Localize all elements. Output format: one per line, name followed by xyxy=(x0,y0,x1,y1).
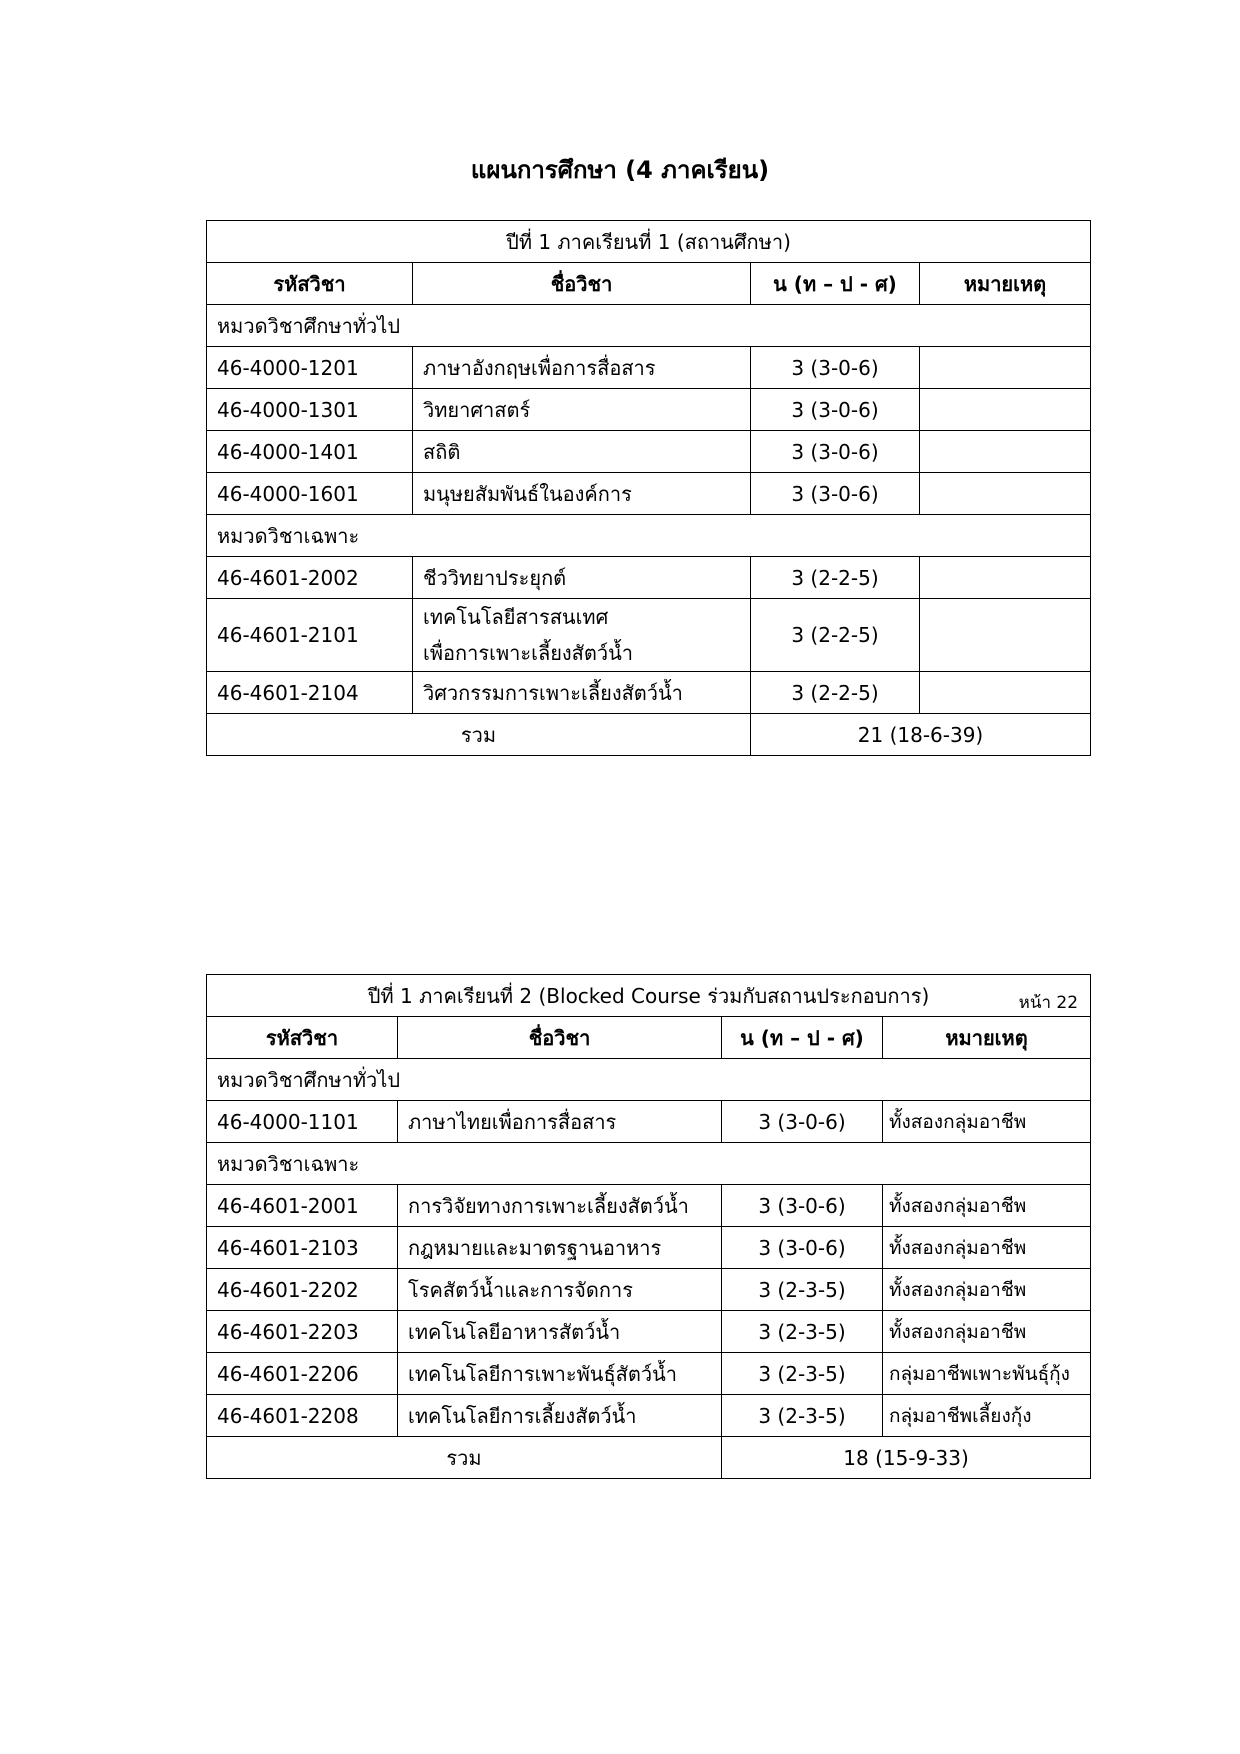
group-row xyxy=(207,1143,1091,1185)
header-row xyxy=(207,1017,1091,1059)
header-code: รหัสวิชา xyxy=(207,263,413,305)
course-remark: กลุ่มอาชีพเลี้ยงกุ้ง xyxy=(883,1395,1091,1437)
course-remark xyxy=(920,389,1091,431)
course-name xyxy=(413,599,751,672)
course-credits: 3 (2-2-5) xyxy=(751,557,920,599)
course-code: 46-4601-2206 xyxy=(207,1353,398,1395)
course-name: ภาษาอังกฤษเพื่อการสื่อสาร xyxy=(413,347,751,389)
course-remark xyxy=(920,473,1091,515)
course-credits: 3 (2-2-5) xyxy=(751,599,920,672)
table-row xyxy=(207,1227,1091,1269)
header-remark: หมายเหตุ xyxy=(883,1017,1091,1059)
table-row xyxy=(207,1101,1091,1143)
course-name: วิศวกรรมการเพาะเลี้ยงสัตว์น้ำ xyxy=(413,672,751,714)
table-row xyxy=(207,1395,1091,1437)
course-remark: กลุ่มอาชีพเพาะพันธุ์กุ้ง xyxy=(883,1353,1091,1395)
table-row xyxy=(207,347,1091,389)
group-row xyxy=(207,1059,1091,1101)
course-name-line-2: เพื่อการเพาะเลี้ยงสัตว์น้ำ xyxy=(423,641,634,665)
term-title-row xyxy=(207,975,1091,1017)
course-credits: 3 (3-0-6) xyxy=(722,1185,883,1227)
header-remark: หมายเหตุ xyxy=(920,263,1091,305)
course-credits: 3 (2-3-5) xyxy=(722,1269,883,1311)
term-title-text: ปีที่ 1 ภาคเรียนที่ 2 (Blocked Course ร่วมกับสถานประกอบการ) xyxy=(367,983,930,1008)
table-row xyxy=(207,672,1091,714)
study-plan-table-term-1 xyxy=(206,220,1091,756)
table-row xyxy=(207,389,1091,431)
term-title xyxy=(207,975,1091,1017)
header-row xyxy=(207,263,1091,305)
course-remark: ทั้งสองกลุ่มอาชีพ xyxy=(883,1311,1091,1353)
course-remark: ทั้งสองกลุ่มอาชีพ xyxy=(883,1227,1091,1269)
header-code: รหัสวิชา xyxy=(207,1017,398,1059)
course-code: 46-4000-1101 xyxy=(207,1101,398,1143)
course-credits: 3 (2-2-5) xyxy=(751,672,920,714)
course-name: เทคโนโลยีการเลี้ยงสัตว์น้ำ xyxy=(398,1395,722,1437)
total-value: 18 (15-9-33) xyxy=(722,1437,1091,1479)
course-name: เทคโนโลยีการเพาะพันธุ์สัตว์น้ำ xyxy=(398,1353,722,1395)
total-row xyxy=(207,1437,1091,1479)
group-label: หมวดวิชาศึกษาทั่วไป xyxy=(207,305,1091,347)
course-code: 46-4601-2001 xyxy=(207,1185,398,1227)
course-credits: 3 (3-0-6) xyxy=(751,389,920,431)
table-row xyxy=(207,1353,1091,1395)
course-remark xyxy=(920,347,1091,389)
study-plan-table-term-2 xyxy=(206,974,1091,1479)
header-name: ชื่อวิชา xyxy=(398,1017,722,1059)
table-row xyxy=(207,599,1091,672)
course-name: กฎหมายและมาตรฐานอาหาร xyxy=(398,1227,722,1269)
course-code: 46-4601-2002 xyxy=(207,557,413,599)
course-remark xyxy=(920,557,1091,599)
course-remark: ทั้งสองกลุ่มอาชีพ xyxy=(883,1101,1091,1143)
course-code: 46-4000-1401 xyxy=(207,431,413,473)
course-remark xyxy=(920,431,1091,473)
course-name: วิทยาศาสตร์ xyxy=(413,389,751,431)
total-label: รวม xyxy=(207,1437,722,1479)
header-credits: น (ท – ป - ศ) xyxy=(751,263,920,305)
total-value: 21 (18-6-39) xyxy=(751,714,1091,756)
course-code: 46-4000-1601 xyxy=(207,473,413,515)
course-remark xyxy=(920,599,1091,672)
course-remark: ทั้งสองกลุ่มอาชีพ xyxy=(883,1269,1091,1311)
group-row xyxy=(207,305,1091,347)
group-row xyxy=(207,515,1091,557)
course-credits: 3 (3-0-6) xyxy=(751,473,920,515)
course-code: 46-4601-2101 xyxy=(207,599,413,672)
term-title: ปีที่ 1 ภาคเรียนที่ 1 (สถานศึกษา) xyxy=(207,221,1091,263)
course-name: ชีววิทยาประยุกต์ xyxy=(413,557,751,599)
course-code: 46-4601-2208 xyxy=(207,1395,398,1437)
course-credits: 3 (2-3-5) xyxy=(722,1311,883,1353)
course-name: เทคโนโลยีอาหารสัตว์น้ำ xyxy=(398,1311,722,1353)
course-credits: 3 (2-3-5) xyxy=(722,1395,883,1437)
table-row xyxy=(207,1185,1091,1227)
course-code: 46-4000-1201 xyxy=(207,347,413,389)
page-number: หน้า 22 xyxy=(1018,993,1079,1013)
header-credits: น (ท – ป - ศ) xyxy=(722,1017,883,1059)
table-row xyxy=(207,473,1091,515)
table-row xyxy=(207,431,1091,473)
course-name-line-1: เทคโนโลยีสารสนเทศ xyxy=(423,605,609,629)
term-title-row xyxy=(207,221,1091,263)
course-code: 46-4601-2103 xyxy=(207,1227,398,1269)
total-row xyxy=(207,714,1091,756)
course-code: 46-4601-2202 xyxy=(207,1269,398,1311)
group-label: หมวดวิชาเฉพาะ xyxy=(207,1143,1091,1185)
course-name: โรคสัตว์น้ำและการจัดการ xyxy=(398,1269,722,1311)
group-label: หมวดวิชาเฉพาะ xyxy=(207,515,1091,557)
course-name: ภาษาไทยเพื่อการสื่อสาร xyxy=(398,1101,722,1143)
table-row xyxy=(207,1269,1091,1311)
header-name: ชื่อวิชา xyxy=(413,263,751,305)
page-title: แผนการศึกษา (4 ภาคเรียน) xyxy=(470,156,770,184)
course-code: 46-4601-2104 xyxy=(207,672,413,714)
course-name: สถิติ xyxy=(413,431,751,473)
course-name: การวิจัยทางการเพาะเลี้ยงสัตว์น้ำ xyxy=(398,1185,722,1227)
course-code: 46-4000-1301 xyxy=(207,389,413,431)
course-remark xyxy=(920,672,1091,714)
total-label: รวม xyxy=(207,714,751,756)
table-row xyxy=(207,557,1091,599)
course-credits: 3 (3-0-6) xyxy=(751,347,920,389)
course-credits: 3 (3-0-6) xyxy=(751,431,920,473)
table-row xyxy=(207,1311,1091,1353)
course-credits: 3 (3-0-6) xyxy=(722,1101,883,1143)
course-code: 46-4601-2203 xyxy=(207,1311,398,1353)
course-credits: 3 (2-3-5) xyxy=(722,1353,883,1395)
course-credits: 3 (3-0-6) xyxy=(722,1227,883,1269)
course-name: มนุษยสัมพันธ์ในองค์การ xyxy=(413,473,751,515)
group-label: หมวดวิชาศึกษาทั่วไป xyxy=(207,1059,1091,1101)
course-remark: ทั้งสองกลุ่มอาชีพ xyxy=(883,1185,1091,1227)
